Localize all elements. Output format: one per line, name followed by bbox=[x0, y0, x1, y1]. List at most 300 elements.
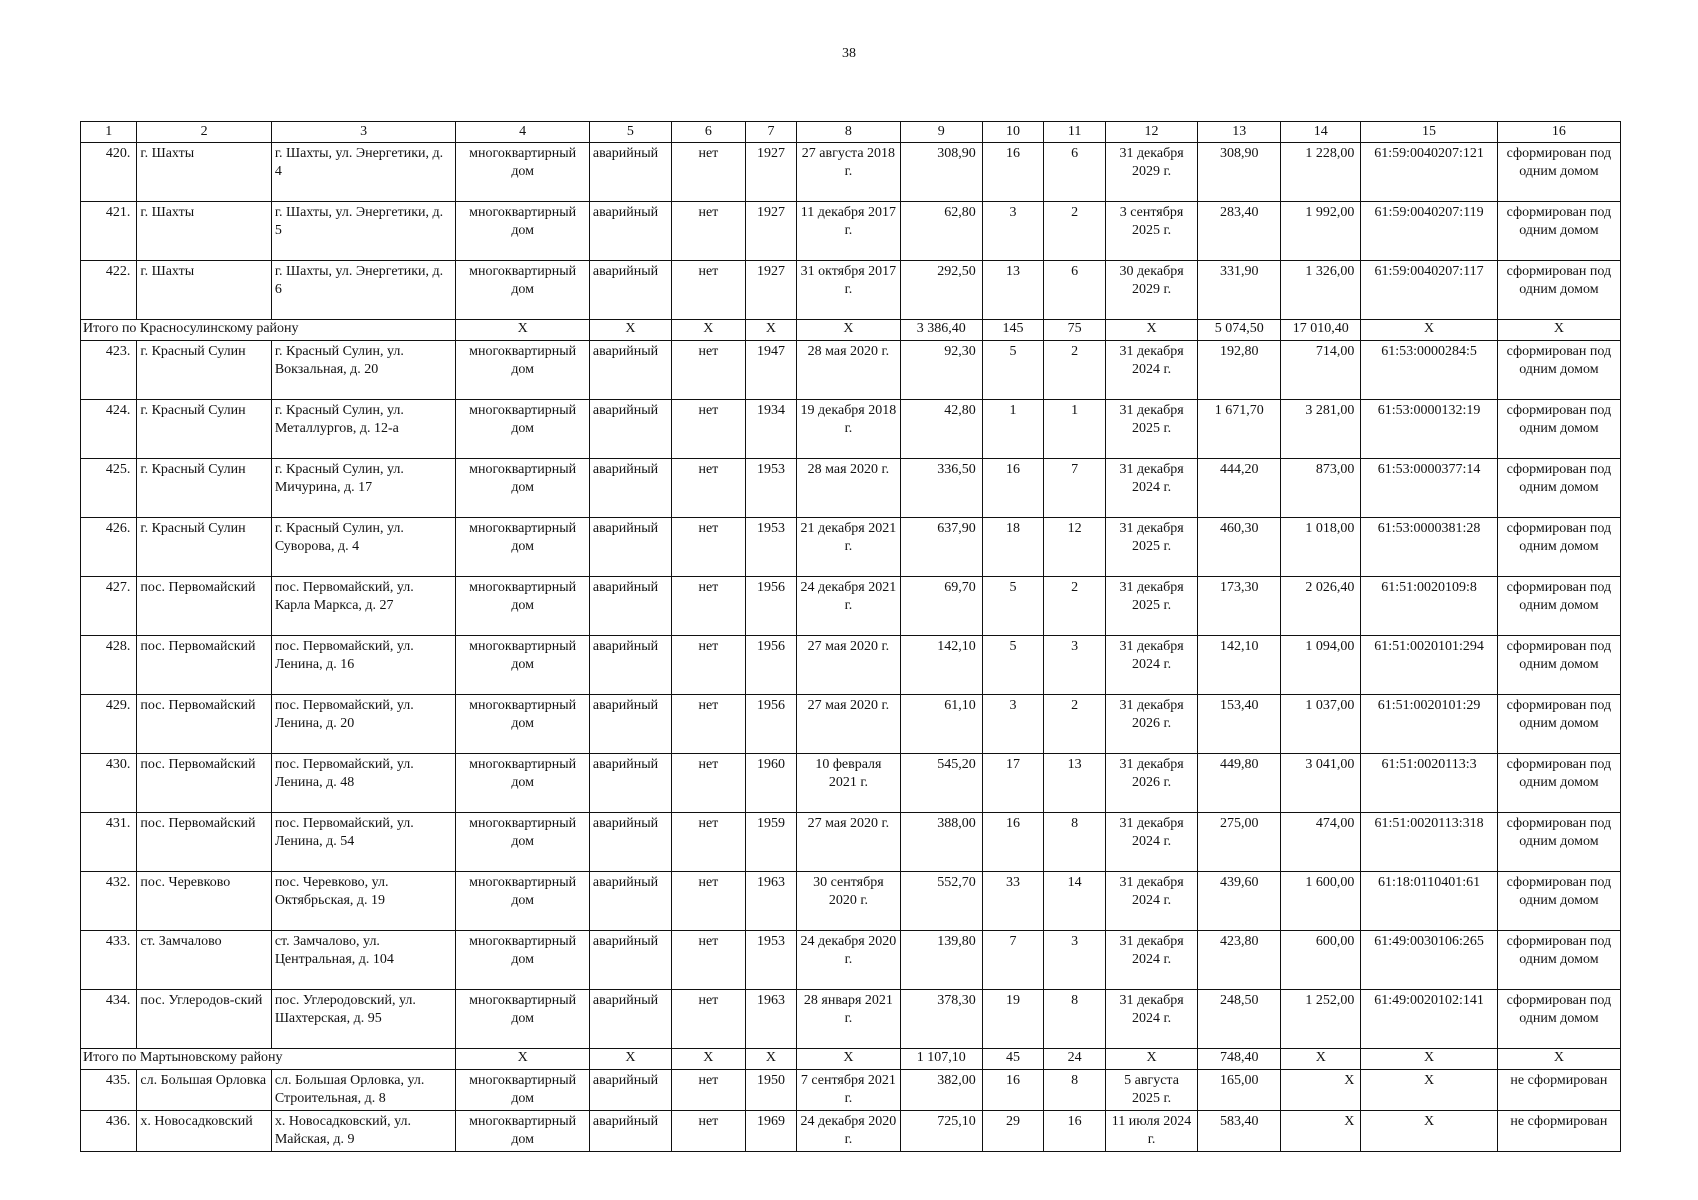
cell-col-11: 6 bbox=[1044, 261, 1106, 320]
column-header-7: 7 bbox=[745, 122, 796, 143]
cell-col-2: г. Красный Сулин bbox=[137, 341, 271, 400]
cell-col-4: многоквартирный дом bbox=[456, 202, 589, 261]
cell-col-13: 423,80 bbox=[1198, 931, 1281, 990]
cell-col-1: 423. bbox=[81, 341, 137, 400]
cell-col-14: 873,00 bbox=[1281, 459, 1361, 518]
cell-col-9: 545,20 bbox=[900, 754, 982, 813]
cell-col-8: 21 декабря 2021 г. bbox=[797, 518, 901, 577]
cell-col-9: 725,10 bbox=[900, 1111, 982, 1152]
total-label: Итого по Мартыновскому району bbox=[81, 1049, 456, 1070]
cell-col-12: 5 августа 2025 г. bbox=[1105, 1070, 1197, 1111]
cell-col-12: 11 июля 2024 г. bbox=[1105, 1111, 1197, 1152]
cell-col-11: 8 bbox=[1044, 990, 1106, 1049]
total-cell-5: X bbox=[589, 1049, 671, 1070]
cell-col-1: 421. bbox=[81, 202, 137, 261]
cell-col-12: 31 декабря 2029 г. bbox=[1105, 143, 1197, 202]
total-cell-11: 75 bbox=[1044, 320, 1106, 341]
cell-col-5: аварийный bbox=[589, 990, 671, 1049]
cell-col-14: 2 026,40 bbox=[1281, 577, 1361, 636]
column-header-8: 8 bbox=[797, 122, 901, 143]
total-cell-15: X bbox=[1361, 1049, 1497, 1070]
total-cell-15: X bbox=[1361, 320, 1497, 341]
cell-col-9: 382,00 bbox=[900, 1070, 982, 1111]
cell-col-13: 308,90 bbox=[1198, 143, 1281, 202]
cell-col-10: 19 bbox=[982, 990, 1044, 1049]
cell-col-13: 331,90 bbox=[1198, 261, 1281, 320]
cell-col-6: нет bbox=[671, 754, 745, 813]
cell-col-16: сформирован под одним домом bbox=[1497, 872, 1620, 931]
total-row bbox=[81, 320, 1621, 341]
cell-col-15: 61:53:0000132:19 bbox=[1361, 400, 1497, 459]
cell-col-4: многоквартирный дом bbox=[456, 695, 589, 754]
table-row bbox=[81, 143, 1621, 202]
column-header-6: 6 bbox=[671, 122, 745, 143]
table-body bbox=[81, 122, 1621, 1152]
cell-col-1: 430. bbox=[81, 754, 137, 813]
header-row bbox=[81, 122, 1621, 143]
cell-col-6: нет bbox=[671, 636, 745, 695]
cell-col-7: 1927 bbox=[745, 143, 796, 202]
cell-col-13: 165,00 bbox=[1198, 1070, 1281, 1111]
cell-col-1: 422. bbox=[81, 261, 137, 320]
cell-col-10: 5 bbox=[982, 636, 1044, 695]
cell-col-1: 429. bbox=[81, 695, 137, 754]
cell-col-4: многоквартирный дом bbox=[456, 400, 589, 459]
cell-col-1: 435. bbox=[81, 1070, 137, 1111]
total-cell-11: 24 bbox=[1044, 1049, 1106, 1070]
cell-col-11: 6 bbox=[1044, 143, 1106, 202]
cell-col-6: нет bbox=[671, 341, 745, 400]
table-row bbox=[81, 931, 1621, 990]
cell-col-9: 61,10 bbox=[900, 695, 982, 754]
cell-col-9: 308,90 bbox=[900, 143, 982, 202]
cell-col-4: многоквартирный дом bbox=[456, 459, 589, 518]
cell-col-12: 3 сентября 2025 г. bbox=[1105, 202, 1197, 261]
cell-col-7: 1956 bbox=[745, 577, 796, 636]
cell-col-13: 192,80 bbox=[1198, 341, 1281, 400]
cell-col-9: 92,30 bbox=[900, 341, 982, 400]
cell-col-7: 1950 bbox=[745, 1070, 796, 1111]
cell-col-8: 11 декабря 2017 г. bbox=[797, 202, 901, 261]
cell-col-11: 12 bbox=[1044, 518, 1106, 577]
cell-col-8: 28 мая 2020 г. bbox=[797, 459, 901, 518]
cell-col-16: сформирован под одним домом bbox=[1497, 400, 1620, 459]
cell-col-10: 3 bbox=[982, 695, 1044, 754]
cell-col-16: не сформирован bbox=[1497, 1070, 1620, 1111]
cell-col-4: многоквартирный дом bbox=[456, 261, 589, 320]
cell-col-2: ст. Замчалово bbox=[137, 931, 271, 990]
cell-col-11: 13 bbox=[1044, 754, 1106, 813]
cell-col-8: 24 декабря 2021 г. bbox=[797, 577, 901, 636]
total-cell-6: X bbox=[671, 1049, 745, 1070]
column-header-15: 15 bbox=[1361, 122, 1497, 143]
cell-col-5: аварийный bbox=[589, 754, 671, 813]
cell-col-9: 42,80 bbox=[900, 400, 982, 459]
total-cell-16: X bbox=[1497, 1049, 1620, 1070]
cell-col-8: 24 декабря 2020 г. bbox=[797, 931, 901, 990]
cell-col-5: аварийный bbox=[589, 577, 671, 636]
total-cell-14: X bbox=[1281, 1049, 1361, 1070]
cell-col-6: нет bbox=[671, 813, 745, 872]
cell-col-9: 69,70 bbox=[900, 577, 982, 636]
cell-col-7: 1959 bbox=[745, 813, 796, 872]
cell-col-11: 2 bbox=[1044, 341, 1106, 400]
cell-col-11: 8 bbox=[1044, 813, 1106, 872]
cell-col-13: 583,40 bbox=[1198, 1111, 1281, 1152]
cell-col-5: аварийный bbox=[589, 261, 671, 320]
cell-col-5: аварийный bbox=[589, 202, 671, 261]
cell-col-9: 637,90 bbox=[900, 518, 982, 577]
cell-col-5: аварийный bbox=[589, 518, 671, 577]
cell-col-13: 1 671,70 bbox=[1198, 400, 1281, 459]
total-cell-13: 748,40 bbox=[1198, 1049, 1281, 1070]
total-row bbox=[81, 1049, 1621, 1070]
table-row bbox=[81, 400, 1621, 459]
cell-col-14: 600,00 bbox=[1281, 931, 1361, 990]
cell-col-11: 2 bbox=[1044, 695, 1106, 754]
cell-col-11: 16 bbox=[1044, 1111, 1106, 1152]
cell-col-13: 449,80 bbox=[1198, 754, 1281, 813]
cell-col-14: 3 281,00 bbox=[1281, 400, 1361, 459]
cell-col-16: сформирован под одним домом bbox=[1497, 143, 1620, 202]
cell-col-5: аварийный bbox=[589, 341, 671, 400]
cell-col-5: аварийный bbox=[589, 143, 671, 202]
cell-col-9: 142,10 bbox=[900, 636, 982, 695]
cell-col-6: нет bbox=[671, 931, 745, 990]
table-row bbox=[81, 1111, 1621, 1152]
cell-col-5: аварийный bbox=[589, 813, 671, 872]
table-row bbox=[81, 695, 1621, 754]
cell-col-14: X bbox=[1281, 1070, 1361, 1111]
cell-col-4: многоквартирный дом bbox=[456, 577, 589, 636]
cell-col-9: 552,70 bbox=[900, 872, 982, 931]
cell-col-7: 1947 bbox=[745, 341, 796, 400]
cell-col-15: 61:53:0000377:14 bbox=[1361, 459, 1497, 518]
cell-col-16: сформирован под одним домом bbox=[1497, 341, 1620, 400]
cell-col-13: 142,10 bbox=[1198, 636, 1281, 695]
cell-col-10: 5 bbox=[982, 341, 1044, 400]
cell-col-3: г. Шахты, ул. Энергетики, д. 5 bbox=[271, 202, 456, 261]
total-cell-9: 1 107,10 bbox=[900, 1049, 982, 1070]
cell-col-8: 30 сентября 2020 г. bbox=[797, 872, 901, 931]
cell-col-12: 31 декабря 2025 г. bbox=[1105, 400, 1197, 459]
cell-col-10: 29 bbox=[982, 1111, 1044, 1152]
cell-col-16: сформирован под одним домом bbox=[1497, 813, 1620, 872]
cell-col-10: 13 bbox=[982, 261, 1044, 320]
cell-col-3: пос. Первомайский, ул. Ленина, д. 54 bbox=[271, 813, 456, 872]
cell-col-7: 1963 bbox=[745, 990, 796, 1049]
cell-col-7: 1963 bbox=[745, 872, 796, 931]
cell-col-10: 16 bbox=[982, 143, 1044, 202]
cell-col-15: 61:49:0030106:265 bbox=[1361, 931, 1497, 990]
cell-col-8: 24 декабря 2020 г. bbox=[797, 1111, 901, 1152]
cell-col-13: 248,50 bbox=[1198, 990, 1281, 1049]
cell-col-6: нет bbox=[671, 143, 745, 202]
cell-col-8: 27 августа 2018 г. bbox=[797, 143, 901, 202]
column-header-13: 13 bbox=[1198, 122, 1281, 143]
cell-col-14: 474,00 bbox=[1281, 813, 1361, 872]
cell-col-4: многоквартирный дом bbox=[456, 1111, 589, 1152]
cell-col-14: 3 041,00 bbox=[1281, 754, 1361, 813]
cell-col-14: X bbox=[1281, 1111, 1361, 1152]
cell-col-14: 714,00 bbox=[1281, 341, 1361, 400]
cell-col-14: 1 992,00 bbox=[1281, 202, 1361, 261]
total-cell-12: X bbox=[1105, 320, 1197, 341]
cell-col-6: нет bbox=[671, 518, 745, 577]
cell-col-8: 10 февраля 2021 г. bbox=[797, 754, 901, 813]
cell-col-3: х. Новосадковский, ул. Майская, д. 9 bbox=[271, 1111, 456, 1152]
cell-col-16: сформирован под одним домом bbox=[1497, 931, 1620, 990]
cell-col-11: 3 bbox=[1044, 931, 1106, 990]
cell-col-2: г. Шахты bbox=[137, 261, 271, 320]
cell-col-2: г. Шахты bbox=[137, 143, 271, 202]
column-header-5: 5 bbox=[589, 122, 671, 143]
cell-col-3: г. Красный Сулин, ул. Вокзальная, д. 20 bbox=[271, 341, 456, 400]
cell-col-7: 1953 bbox=[745, 459, 796, 518]
table-row bbox=[81, 518, 1621, 577]
cell-col-14: 1 600,00 bbox=[1281, 872, 1361, 931]
cell-col-12: 31 декабря 2026 г. bbox=[1105, 754, 1197, 813]
total-cell-10: 45 bbox=[982, 1049, 1044, 1070]
cell-col-11: 2 bbox=[1044, 577, 1106, 636]
cell-col-2: г. Шахты bbox=[137, 202, 271, 261]
cell-col-7: 1969 bbox=[745, 1111, 796, 1152]
cell-col-14: 1 094,00 bbox=[1281, 636, 1361, 695]
cell-col-15: 61:51:0020113:3 bbox=[1361, 754, 1497, 813]
total-cell-12: X bbox=[1105, 1049, 1197, 1070]
cell-col-4: многоквартирный дом bbox=[456, 143, 589, 202]
cell-col-8: 27 мая 2020 г. bbox=[797, 695, 901, 754]
cell-col-1: 433. bbox=[81, 931, 137, 990]
cell-col-15: 61:53:0000284:5 bbox=[1361, 341, 1497, 400]
cell-col-3: пос. Первомайский, ул. Ленина, д. 20 bbox=[271, 695, 456, 754]
cell-col-12: 30 декабря 2029 г. bbox=[1105, 261, 1197, 320]
cell-col-7: 1960 bbox=[745, 754, 796, 813]
cell-col-15: X bbox=[1361, 1111, 1497, 1152]
cell-col-7: 1927 bbox=[745, 261, 796, 320]
cell-col-5: аварийный bbox=[589, 636, 671, 695]
total-cell-7: X bbox=[745, 320, 796, 341]
column-header-9: 9 bbox=[900, 122, 982, 143]
cell-col-9: 62,80 bbox=[900, 202, 982, 261]
cell-col-5: аварийный bbox=[589, 459, 671, 518]
column-header-4: 4 bbox=[456, 122, 589, 143]
cell-col-6: нет bbox=[671, 1111, 745, 1152]
cell-col-11: 3 bbox=[1044, 636, 1106, 695]
cell-col-6: нет bbox=[671, 400, 745, 459]
table-row bbox=[81, 872, 1621, 931]
cell-col-1: 434. bbox=[81, 990, 137, 1049]
cell-col-2: пос. Первомайский bbox=[137, 754, 271, 813]
cell-col-12: 31 декабря 2024 г. bbox=[1105, 931, 1197, 990]
cell-col-10: 5 bbox=[982, 577, 1044, 636]
cell-col-1: 420. bbox=[81, 143, 137, 202]
cell-col-5: аварийный bbox=[589, 931, 671, 990]
cell-col-1: 424. bbox=[81, 400, 137, 459]
cell-col-16: сформирован под одним домом bbox=[1497, 459, 1620, 518]
column-header-11: 11 bbox=[1044, 122, 1106, 143]
cell-col-14: 1 252,00 bbox=[1281, 990, 1361, 1049]
cell-col-13: 444,20 bbox=[1198, 459, 1281, 518]
cell-col-3: г. Шахты, ул. Энергетики, д. 6 bbox=[271, 261, 456, 320]
cell-col-3: сл. Большая Орловка, ул. Строительная, д. 8 bbox=[271, 1070, 456, 1111]
cell-col-7: 1956 bbox=[745, 695, 796, 754]
cell-col-12: 31 декабря 2024 г. bbox=[1105, 813, 1197, 872]
cell-col-3: пос. Первомайский, ул. Ленина, д. 16 bbox=[271, 636, 456, 695]
cell-col-11: 8 bbox=[1044, 1070, 1106, 1111]
cell-col-8: 28 мая 2020 г. bbox=[797, 341, 901, 400]
cell-col-3: г. Красный Сулин, ул. Металлургов, д. 12-а bbox=[271, 400, 456, 459]
cell-col-1: 428. bbox=[81, 636, 137, 695]
cell-col-3: г. Шахты, ул. Энергетики, д. 4 bbox=[271, 143, 456, 202]
cell-col-2: пос. Первомайский bbox=[137, 695, 271, 754]
column-header-1: 1 bbox=[81, 122, 137, 143]
cell-col-9: 336,50 bbox=[900, 459, 982, 518]
cell-col-10: 7 bbox=[982, 931, 1044, 990]
cell-col-7: 1953 bbox=[745, 518, 796, 577]
cell-col-15: 61:51:0020101:29 bbox=[1361, 695, 1497, 754]
cell-col-11: 1 bbox=[1044, 400, 1106, 459]
cell-col-16: сформирован под одним домом bbox=[1497, 990, 1620, 1049]
cell-col-16: сформирован под одним домом bbox=[1497, 202, 1620, 261]
total-cell-6: X bbox=[671, 320, 745, 341]
cell-col-15: X bbox=[1361, 1070, 1497, 1111]
cell-col-6: нет bbox=[671, 577, 745, 636]
cell-col-13: 439,60 bbox=[1198, 872, 1281, 931]
cell-col-2: г. Красный Сулин bbox=[137, 518, 271, 577]
cell-col-14: 1 228,00 bbox=[1281, 143, 1361, 202]
cell-col-2: пос. Первомайский bbox=[137, 577, 271, 636]
cell-col-15: 61:51:0020101:294 bbox=[1361, 636, 1497, 695]
cell-col-9: 388,00 bbox=[900, 813, 982, 872]
cell-col-5: аварийный bbox=[589, 872, 671, 931]
table-row bbox=[81, 636, 1621, 695]
cell-col-12: 31 декабря 2025 г. bbox=[1105, 518, 1197, 577]
total-cell-5: X bbox=[589, 320, 671, 341]
cell-col-7: 1956 bbox=[745, 636, 796, 695]
cell-col-2: х. Новосадковский bbox=[137, 1111, 271, 1152]
cell-col-4: многоквартирный дом bbox=[456, 931, 589, 990]
cell-col-2: пос. Первомайский bbox=[137, 636, 271, 695]
column-header-14: 14 bbox=[1281, 122, 1361, 143]
cell-col-3: пос. Черевково, ул. Октябрьская, д. 19 bbox=[271, 872, 456, 931]
cell-col-2: г. Красный Сулин bbox=[137, 459, 271, 518]
cell-col-5: аварийный bbox=[589, 1070, 671, 1111]
cell-col-2: пос. Углеродов-ский bbox=[137, 990, 271, 1049]
cell-col-12: 31 декабря 2025 г. bbox=[1105, 577, 1197, 636]
cell-col-7: 1927 bbox=[745, 202, 796, 261]
cell-col-11: 2 bbox=[1044, 202, 1106, 261]
total-cell-10: 145 bbox=[982, 320, 1044, 341]
table-row bbox=[81, 990, 1621, 1049]
cell-col-10: 17 bbox=[982, 754, 1044, 813]
table-row bbox=[81, 341, 1621, 400]
cell-col-7: 1953 bbox=[745, 931, 796, 990]
cell-col-15: 61:51:0020113:318 bbox=[1361, 813, 1497, 872]
cell-col-8: 27 мая 2020 г. bbox=[797, 813, 901, 872]
cell-col-10: 3 bbox=[982, 202, 1044, 261]
column-header-2: 2 bbox=[137, 122, 271, 143]
cell-col-8: 7 сентября 2021 г. bbox=[797, 1070, 901, 1111]
total-cell-4: X bbox=[456, 320, 589, 341]
cell-col-12: 31 декабря 2024 г. bbox=[1105, 341, 1197, 400]
cell-col-9: 139,80 bbox=[900, 931, 982, 990]
total-cell-16: X bbox=[1497, 320, 1620, 341]
table-row bbox=[81, 813, 1621, 872]
column-header-10: 10 bbox=[982, 122, 1044, 143]
column-header-16: 16 bbox=[1497, 122, 1620, 143]
cell-col-16: сформирован под одним домом bbox=[1497, 695, 1620, 754]
cell-col-13: 153,40 bbox=[1198, 695, 1281, 754]
column-header-3: 3 bbox=[271, 122, 456, 143]
cell-col-12: 31 декабря 2026 г. bbox=[1105, 695, 1197, 754]
cell-col-4: многоквартирный дом bbox=[456, 636, 589, 695]
cell-col-15: 61:59:0040207:119 bbox=[1361, 202, 1497, 261]
cell-col-2: сл. Большая Орловка bbox=[137, 1070, 271, 1111]
cell-col-16: сформирован под одним домом bbox=[1497, 636, 1620, 695]
cell-col-16: сформирован под одним домом bbox=[1497, 518, 1620, 577]
cell-col-8: 28 января 2021 г. bbox=[797, 990, 901, 1049]
cell-col-16: не сформирован bbox=[1497, 1111, 1620, 1152]
cell-col-10: 18 bbox=[982, 518, 1044, 577]
cell-col-3: г. Красный Сулин, ул. Суворова, д. 4 bbox=[271, 518, 456, 577]
column-header-12: 12 bbox=[1105, 122, 1197, 143]
cell-col-12: 31 декабря 2024 г. bbox=[1105, 459, 1197, 518]
total-cell-14: 17 010,40 bbox=[1281, 320, 1361, 341]
cell-col-13: 173,30 bbox=[1198, 577, 1281, 636]
cell-col-1: 436. bbox=[81, 1111, 137, 1152]
cell-col-6: нет bbox=[671, 261, 745, 320]
cell-col-15: 61:59:0040207:121 bbox=[1361, 143, 1497, 202]
total-cell-7: X bbox=[745, 1049, 796, 1070]
cell-col-4: многоквартирный дом bbox=[456, 754, 589, 813]
cell-col-6: нет bbox=[671, 695, 745, 754]
cell-col-4: многоквартирный дом bbox=[456, 872, 589, 931]
cell-col-16: сформирован под одним домом bbox=[1497, 754, 1620, 813]
cell-col-15: 61:18:0110401:61 bbox=[1361, 872, 1497, 931]
cell-col-7: 1934 bbox=[745, 400, 796, 459]
cell-col-2: пос. Черевково bbox=[137, 872, 271, 931]
cell-col-9: 378,30 bbox=[900, 990, 982, 1049]
cell-col-15: 61:51:0020109:8 bbox=[1361, 577, 1497, 636]
cell-col-5: аварийный bbox=[589, 400, 671, 459]
cell-col-3: пос. Первомайский, ул. Ленина, д. 48 bbox=[271, 754, 456, 813]
cell-col-3: пос. Первомайский, ул. Карла Маркса, д. 27 bbox=[271, 577, 456, 636]
cell-col-4: многоквартирный дом bbox=[456, 990, 589, 1049]
cell-col-10: 16 bbox=[982, 813, 1044, 872]
cell-col-6: нет bbox=[671, 1070, 745, 1111]
cell-col-13: 283,40 bbox=[1198, 202, 1281, 261]
table-row bbox=[81, 459, 1621, 518]
total-label: Итого по Красносулинскому району bbox=[81, 320, 456, 341]
cell-col-10: 16 bbox=[982, 1070, 1044, 1111]
table-row bbox=[81, 577, 1621, 636]
cell-col-15: 61:49:0020102:141 bbox=[1361, 990, 1497, 1049]
cell-col-14: 1 018,00 bbox=[1281, 518, 1361, 577]
page-number: 38 bbox=[842, 46, 856, 61]
cell-col-5: аварийный bbox=[589, 1111, 671, 1152]
cell-col-3: г. Красный Сулин, ул. Мичурина, д. 17 bbox=[271, 459, 456, 518]
cell-col-10: 16 bbox=[982, 459, 1044, 518]
cell-col-1: 427. bbox=[81, 577, 137, 636]
cell-col-14: 1 326,00 bbox=[1281, 261, 1361, 320]
table-row bbox=[81, 1070, 1621, 1111]
cell-col-6: нет bbox=[671, 459, 745, 518]
cell-col-2: пос. Первомайский bbox=[137, 813, 271, 872]
cell-col-5: аварийный bbox=[589, 695, 671, 754]
cell-col-4: многоквартирный дом bbox=[456, 813, 589, 872]
table-row bbox=[81, 261, 1621, 320]
